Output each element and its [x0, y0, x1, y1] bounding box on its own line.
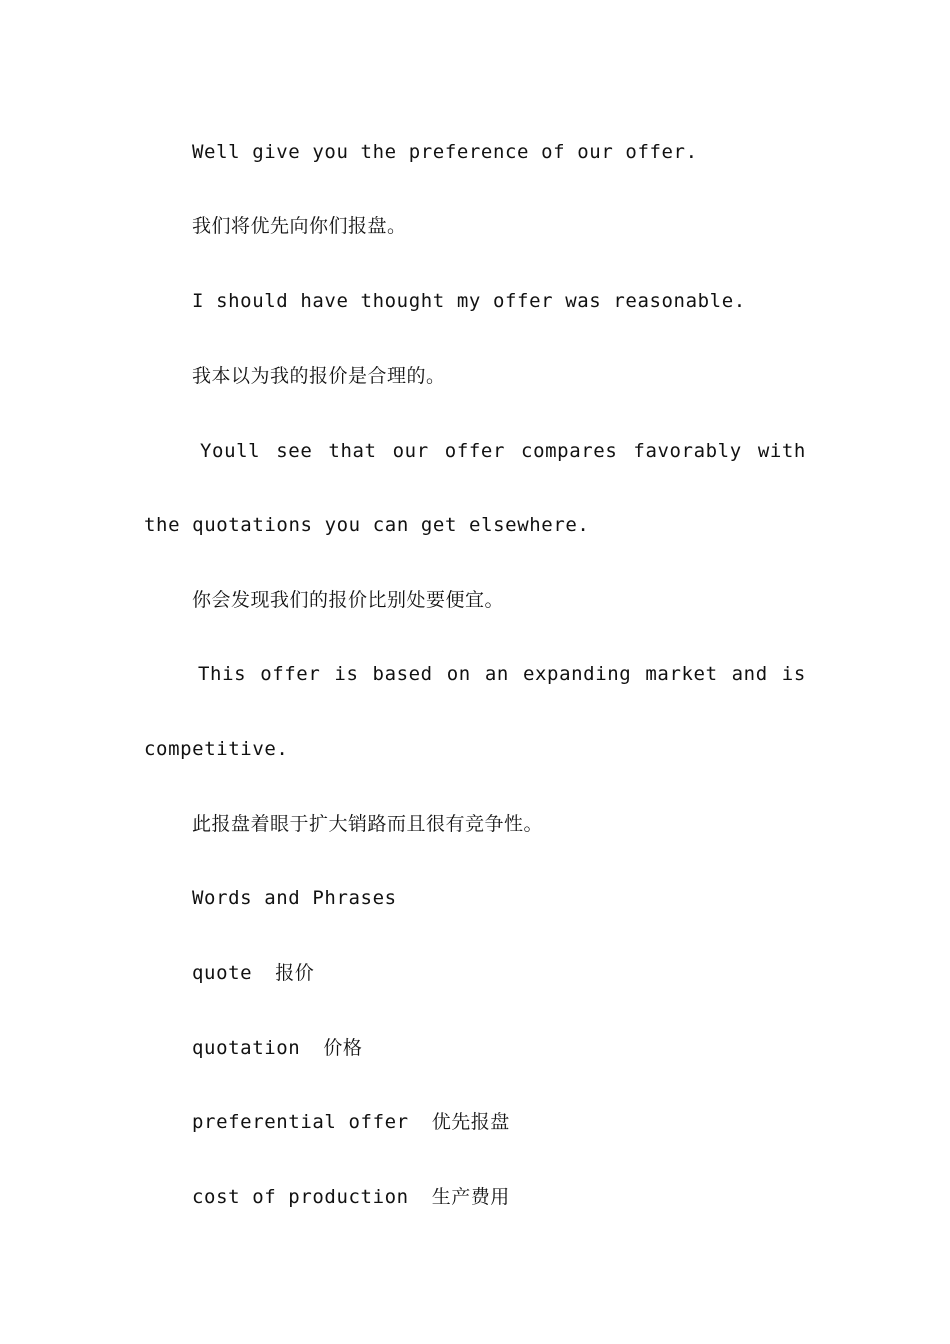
word: Youll — [200, 440, 261, 462]
word: see — [276, 440, 313, 462]
word: offer — [444, 440, 505, 462]
word: compares — [521, 440, 618, 462]
word: an — [484, 663, 509, 685]
vocab-item — [192, 959, 314, 987]
word: and — [731, 663, 768, 685]
sentence-english: Well give you the preference of our offer. — [192, 141, 698, 163]
word: expanding — [522, 663, 632, 685]
word: that — [328, 440, 377, 462]
word: on — [446, 663, 471, 685]
vocab-translation: 价格 — [323, 1037, 363, 1059]
word: This — [198, 663, 247, 685]
vocab-translation: 优先报盘 — [431, 1111, 510, 1133]
sentence-english: I should have thought my offer was reasonable. — [192, 290, 746, 312]
sentence-english-line2: competitive. — [144, 738, 289, 760]
vocab-term: cost of production — [192, 1186, 409, 1208]
word: offer — [260, 663, 321, 685]
word: is — [334, 663, 359, 685]
word: with — [757, 440, 806, 462]
sentence-chinese: 我们将优先向你们报盘。 — [192, 215, 407, 237]
sentence-chinese: 我本以为我的报价是合理的。 — [192, 365, 446, 387]
vocab-term: quotation — [192, 1037, 301, 1059]
sentence-english-line1 — [198, 660, 806, 688]
vocab-item — [192, 1183, 510, 1211]
sentence-english-line1 — [200, 437, 806, 465]
vocab-item — [192, 1034, 362, 1062]
word: is — [781, 663, 806, 685]
vocab-item — [192, 1108, 510, 1136]
vocab-term: quote — [192, 962, 253, 984]
sentence-chinese: 此报盘着眼于扩大销路而且很有竞争性。 — [192, 813, 544, 835]
word: market — [645, 663, 718, 685]
sentence-english-line2: the quotations you can get elsewhere. — [144, 514, 590, 536]
word: favorably — [633, 440, 742, 462]
word: based — [372, 663, 433, 685]
vocab-translation: 报价 — [275, 962, 315, 984]
vocab-term: preferential offer — [192, 1111, 409, 1133]
sentence-chinese: 你会发现我们的报价比别处要便宜。 — [192, 589, 505, 611]
word: our — [392, 440, 429, 462]
vocab-translation: 生产费用 — [431, 1186, 510, 1208]
section-heading: Words and Phrases — [192, 887, 397, 909]
